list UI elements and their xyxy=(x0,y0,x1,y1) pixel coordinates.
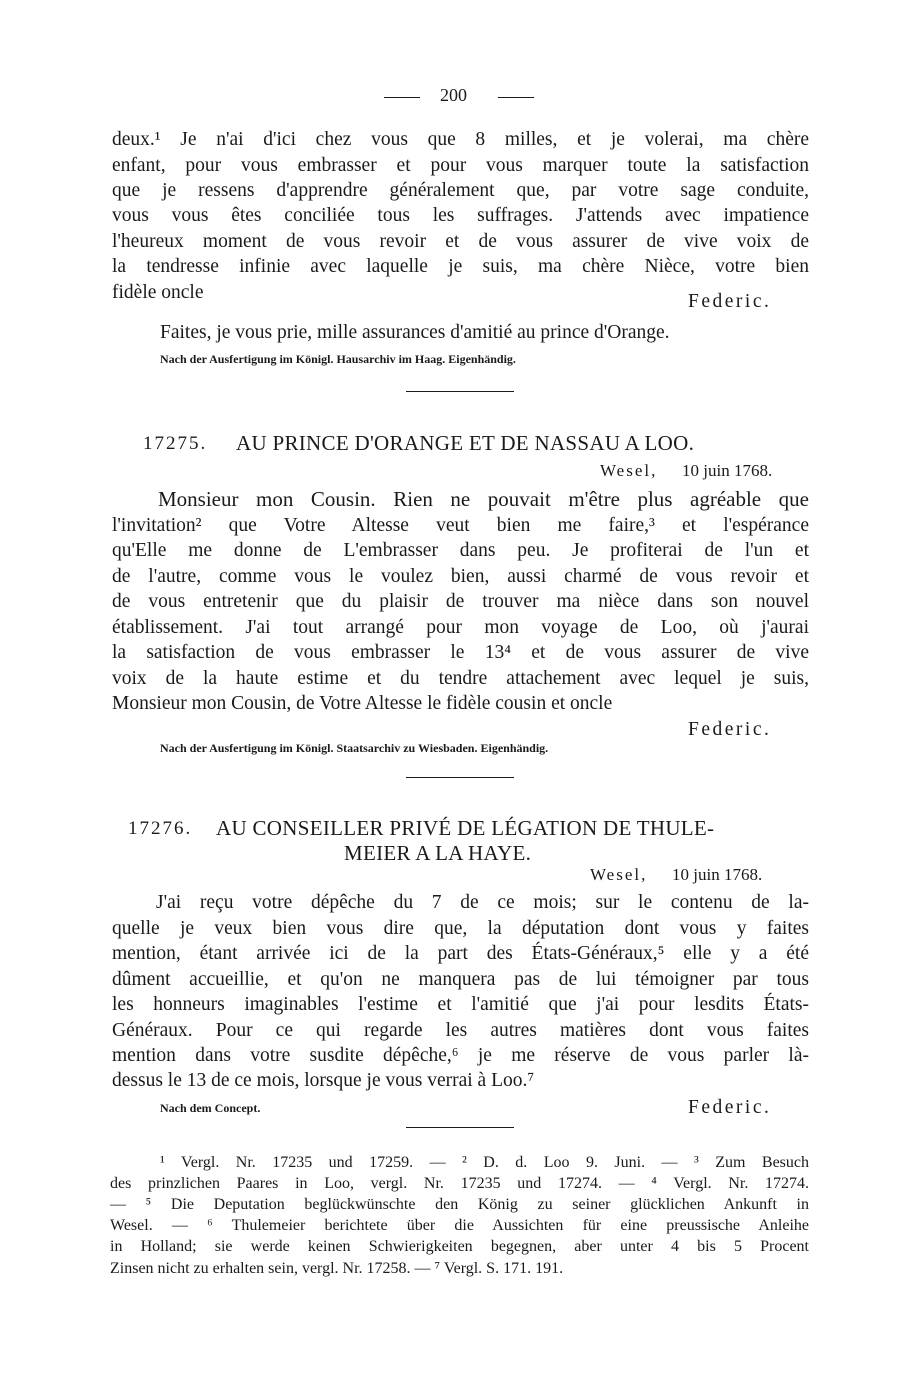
text-line: Monsieur mon Cousin. Rien ne pouvait m'être plus agréable que xyxy=(158,487,809,511)
header-rule-left xyxy=(384,97,420,98)
letter-number: 17275. xyxy=(143,433,208,454)
text-line: mention dans votre susdite dépêche,⁶ je me réserve de vous parler là- xyxy=(112,1045,809,1066)
page-number: 200 xyxy=(440,85,467,105)
text-line: fidèle oncle xyxy=(112,282,204,303)
section-divider xyxy=(406,777,514,778)
text-line: que je ressens d'apprendre généralement que, par votre sage conduite, xyxy=(112,180,809,201)
letter-title: AU PRINCE D'ORANGE ET DE NASSAU A LOO. xyxy=(236,431,695,455)
text-line: Généraux. Pour ce qui regarde les autres matières dont vous faites xyxy=(112,1020,809,1041)
header-rule-right xyxy=(498,97,534,98)
letter-date: 10 juin 1768. xyxy=(682,461,773,480)
text-line: dûment accueillie, et qu'on ne manquera pas de lui témoigner par tous xyxy=(112,969,809,990)
text-line: J'ai reçu votre dépêche du 7 de ce mois; sur le contenu de la- xyxy=(156,892,809,913)
source-note: Nach der Ausfertigung im Königl. Hausarchiv im Haag. Eigenhändig. xyxy=(160,352,516,366)
text-line: enfant, pour vous embrasser et pour vous marquer toute la satisfaction xyxy=(112,155,809,176)
text-line: vous vous êtes conciliée tous les suffrages. J'attends avec impatience xyxy=(112,205,809,226)
source-note: Nach der Ausfertigung im Königl. Staatsarchiv zu Wiesbaden. Eigenhändig. xyxy=(160,741,549,755)
footnote-line: in Holland; sie werde keinen Schwierigkeiten begegnen, aber unter 4 bis 5 Procent xyxy=(110,1238,809,1255)
letter-title-continued: MEIER A LA HAYE. xyxy=(344,841,532,865)
footnote-line: Zinsen nicht zu erhalten sein, vergl. Nr. 17258. — ⁷ Vergl. S. 171. 191. xyxy=(110,1260,564,1277)
text-line: mention, étant arrivée ici de la part des États-Généraux,⁵ elle y a été xyxy=(112,943,809,964)
letter-place: Wesel, xyxy=(600,461,658,480)
letter-date: 10 juin 1768. xyxy=(672,865,763,884)
source-note: Nach dem Concept. xyxy=(160,1101,261,1115)
text-line: de l'autre, comme vous le voulez bien, aussi charmé de vous revoir et xyxy=(112,566,809,587)
text-line: établissement. J'ai tout arrangé pour mon voyage de Loo, où j'aurai xyxy=(112,617,809,638)
text-line: l'invitation² que Votre Altesse veut bien me faire,³ et l'espérance xyxy=(112,515,809,536)
text-line: la tendresse infinie avec laquelle je suis, ma chère Nièce, votre bien xyxy=(112,256,809,277)
text-line: la satisfaction de vous embrasser le 13⁴ et de vous assurer de vive xyxy=(112,642,809,663)
text-line: l'heureux moment de vous revoir et de vous assurer de vive voix de xyxy=(112,231,809,252)
letter-place: Wesel, xyxy=(590,865,648,884)
section-divider xyxy=(406,391,514,392)
footnote-line: — ⁵ Die Deputation beglückwünschte den König zu seiner glücklichen Ankunft in xyxy=(110,1196,809,1213)
letter-number: 17276. xyxy=(128,818,193,839)
text-line: les honneurs imaginables l'estime et l'amitié que j'ai pour lesdits États- xyxy=(112,994,809,1015)
text-line: quelle je veux bien vous dire que, la députation dont vous y faites xyxy=(112,918,809,939)
text-line: dessus le 13 de ce mois, lorsque je vous verrai à Loo.⁷ xyxy=(112,1070,535,1091)
text-line: voix de la haute estime et du tendre attachement avec lequel je suis, xyxy=(112,668,809,689)
signature: Federic. xyxy=(688,719,772,740)
text-line: de vous entretenir que du plaisir de trouver ma nièce dans son nouvel xyxy=(112,591,809,612)
letter-title: AU CONSEILLER PRIVÉ DE LÉGATION DE THULE- xyxy=(216,816,715,840)
footnote-line: des prinzlichen Paares in Loo, vergl. Nr. 17235 und 17274. — ⁴ Vergl. Nr. 17274. xyxy=(110,1175,809,1192)
text-line: Monsieur mon Cousin, de Votre Altesse le fidèle cousin et oncle xyxy=(112,693,613,714)
footnote-line: ¹ Vergl. Nr. 17235 und 17259. — ² D. d. Loo 9. Juni. — ³ Zum Besuch xyxy=(160,1154,809,1171)
postscript: Faites, je vous prie, mille assurances d'amitié au prince d'Orange. xyxy=(160,322,670,343)
text-line: deux.¹ Je n'ai d'ici chez vous que 8 milles, et je volerai, ma chère xyxy=(112,129,809,150)
footnote-line: Wesel. — ⁶ Thulemeier berichtete über die Aussichten für eine preussische Anleihe xyxy=(110,1217,809,1234)
text-line: qu'Elle me donne de L'embrasser dans peu. Je profiterai de l'un et xyxy=(112,540,809,561)
signature: Federic. xyxy=(688,1097,772,1118)
footnote-divider xyxy=(406,1127,514,1128)
signature: Federic. xyxy=(688,291,772,312)
